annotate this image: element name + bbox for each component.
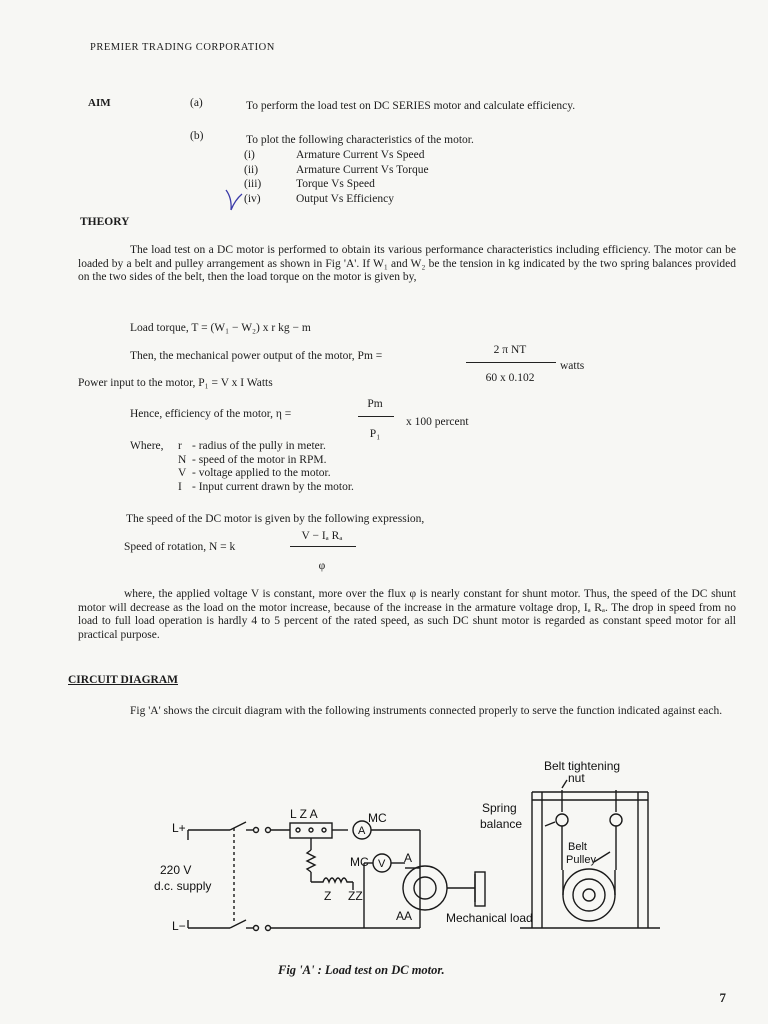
- speed-label: Speed of rotation, N = k: [124, 541, 236, 553]
- field-z-label: Z: [324, 889, 332, 903]
- power-output-label: Then, the mechanical power output of the motor, Pm =: [130, 350, 383, 362]
- efficiency-tail: x 100 percent: [406, 416, 469, 428]
- efficiency-numerator: Pm: [367, 398, 383, 410]
- voltmeter-symbol: V: [378, 858, 386, 870]
- where-list: [178, 440, 354, 494]
- list-item: (iv) Output Vs Efficiency: [244, 192, 394, 205]
- handwritten-tick-mark: [222, 188, 246, 214]
- mc-ammeter-label: MC: [368, 811, 387, 825]
- belt-label: Belt: [568, 841, 587, 853]
- power-input-equation: Power input to the motor, P₁ = V x I Watts: [78, 377, 273, 389]
- spring-label: Spring: [482, 801, 517, 815]
- efficiency-denominator: P₁: [369, 428, 381, 440]
- supply-voltage-label: 220 V: [160, 863, 192, 877]
- efficiency-label: Hence, efficiency of the motor, η =: [130, 408, 292, 420]
- characteristics-list: [244, 148, 429, 206]
- pulley-label: Pulley: [566, 854, 596, 866]
- list-item: I - Input current drawn by the motor.: [178, 480, 354, 493]
- field-zz-label: ZZ: [348, 889, 363, 903]
- aim-a-text: To perform the load test on DC SERIES motor and calculate efficiency.: [246, 100, 576, 112]
- theory-paragraph-2: where, the applied voltage V is constant, more over the flux φ is nearly constant for shunt motor. Thus, the speed of the DC shunt motor will decrease as the load on the motor increase, because of the increase in the armature voltage drop, Iₐ Rₐ. The drop in speed from no load to full load operation is hardly 4 to 5 percent of the rated speed, as such DC shunt motor is regarded as constant speed motor for all practical purpose.: [78, 588, 736, 641]
- armature-aa-label: AA: [396, 909, 413, 923]
- balance-label: balance: [480, 817, 523, 831]
- efficiency-fraction-bar: [358, 416, 394, 417]
- torque-equation: Load torque, T = (W₁ − W₂) x r kg − m: [130, 322, 311, 334]
- figure-caption: Fig 'A' : Load test on DC motor.: [278, 963, 445, 977]
- power-numerator: 2 π NT: [493, 344, 527, 356]
- circuit-diagram: [150, 750, 670, 955]
- armature-a-label: A: [404, 851, 413, 865]
- aim-b-marker: (b): [190, 130, 204, 142]
- power-fraction-bar: [466, 362, 556, 363]
- speed-denominator: φ: [318, 560, 326, 572]
- starter-terminals-label: L Z A: [290, 807, 318, 821]
- belt-tightening-label: Belt tightening: [544, 759, 621, 773]
- page-header: PREMIER TRADING CORPORATION: [90, 42, 275, 53]
- supply-label: d.c. supply: [154, 879, 212, 893]
- nut-label: nut: [568, 771, 585, 785]
- power-unit: watts: [560, 360, 585, 372]
- mechanical-load-label: Mechanical load: [446, 911, 533, 925]
- list-item: r - radius of the pully in meter.: [178, 440, 326, 452]
- aim-label: AIM: [88, 97, 111, 109]
- l-plus-label: L+: [172, 821, 186, 835]
- speed-intro: The speed of the DC motor is given by the following expression,: [126, 513, 425, 525]
- list-item: (i) Armature Current Vs Speed: [244, 149, 425, 161]
- mc-voltmeter-label: MC: [350, 855, 369, 869]
- ammeter-symbol: A: [358, 825, 366, 837]
- speed-fraction-bar: [290, 546, 356, 547]
- aim-a-marker: (a): [190, 97, 203, 109]
- page-number: 7: [719, 990, 726, 1005]
- where-label: Where,: [130, 440, 164, 452]
- speed-numerator: V − Iₐ Rₐ: [301, 530, 343, 542]
- aim-b-text: To plot the following characteristics of the motor.: [246, 134, 474, 146]
- list-item: N - speed of the motor in RPM.: [178, 453, 327, 466]
- list-item: (ii) Armature Current Vs Torque: [244, 163, 429, 176]
- theory-heading: THEORY: [80, 216, 130, 228]
- circuit-paragraph: Fig 'A' shows the circuit diagram with the following instruments connected properly to serve the function indicated against each.: [130, 705, 723, 717]
- l-minus-label: L−: [172, 919, 186, 933]
- list-item: V - voltage applied to the motor.: [178, 467, 331, 479]
- circuit-heading: CIRCUIT DIAGRAM: [68, 674, 179, 686]
- list-item: (iii) Torque Vs Speed: [244, 178, 375, 190]
- theory-paragraph-1: The load test on a DC motor is performed to obtain its various performance characteristics including efficiency. The motor can be loaded by a belt and pulley arrangement as shown in Fig 'A'. If W₁ and W₂ be the tension in kg indicated by the two spring balances provided on the two sides of the belt, then the load torque on the motor is given by,: [78, 244, 736, 283]
- power-denominator: 60 x 0.102: [485, 372, 535, 384]
